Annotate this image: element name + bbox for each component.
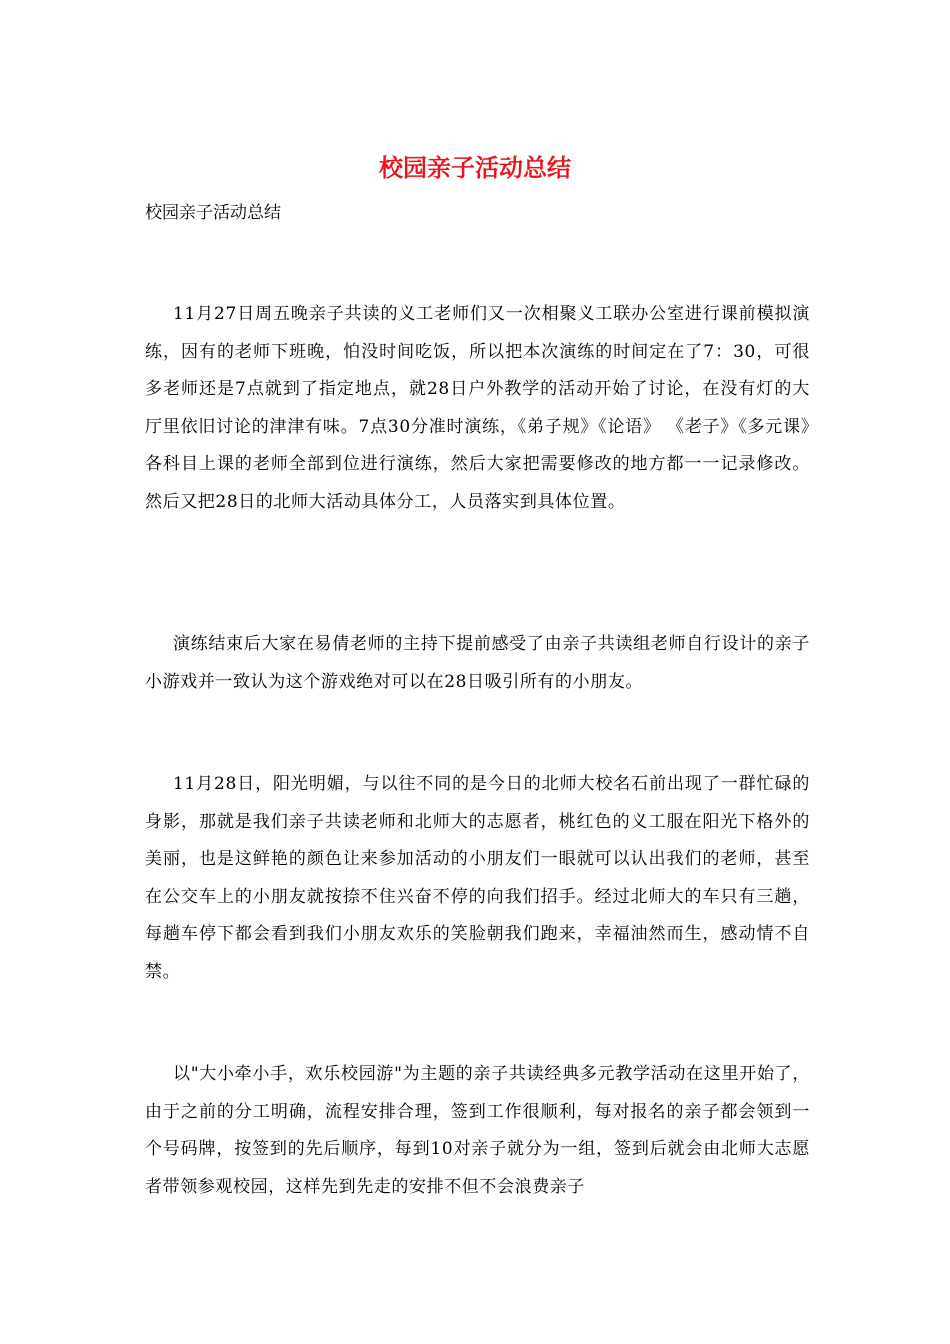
paragraph-game-preview: 演练结束后大家在易倩老师的主持下提前感受了由亲子共读组老师自行设计的亲子小游戏并一致认为这个游戏绝对可以在28日吸引所有的小朋友。 (145, 634, 810, 692)
paragraph-activity-start: 以"大小牵小手，欢乐校园游"为主题的亲子共读经典多元教学活动在这里开始了，由于之前的分工明确，流程安排合理，签到工作很顺利，每对报名的亲子都会领到一个号码牌，按签到的先后顺序，每到10对亲子就分为一组，签到后就会由北师大志愿者带领参观校园，这样先到先走的安排不但不会浪费亲子 (145, 1064, 810, 1197)
document-subtitle: 校园亲子活动总结 (145, 203, 281, 223)
document-title: 校园亲子活动总结 (379, 153, 571, 182)
paragraph-rehearsal: 11月27日周五晚亲子共读的义工老师们又一次相聚义工联办公室进行课前模拟演练，因有的老师下班晚，怕没时间吃饭，所以把本次演练的时间定在了7：30，可很多老师还是7点就到了指定地点，就28日户外教学的活动开始了讨论，在没有灯的大厅里依旧讨论的津津有味。7点30分准时演练，《弟子规》《论语》 《老子》《多元课》各科目上课的老师全部到位进行演练，然后大家把需要修改的地方都一一记录修改。然后又把28日的北师大活动具体分工，人员落实到具体位置。 (145, 304, 810, 512)
paragraph-event-day: 11月28日，阳光明媚，与以往不同的是今日的北师大校名石前出现了一群忙碌的身影，那就是我们亲子共读老师和北师大的志愿者，桃红色的义工服在阳光下格外的美丽，也是这鲜艳的颜色让来参加活动的小朋友们一眼就可以认出我们的老师，甚至在公交车上的小朋友就按捺不住兴奋不停的向我们招手。经过北师大的车只有三趟，每趟车停下都会看到我们小朋友欢乐的笑脸朝我们跑来，幸福油然而生，感动情不自禁。 (145, 774, 810, 982)
